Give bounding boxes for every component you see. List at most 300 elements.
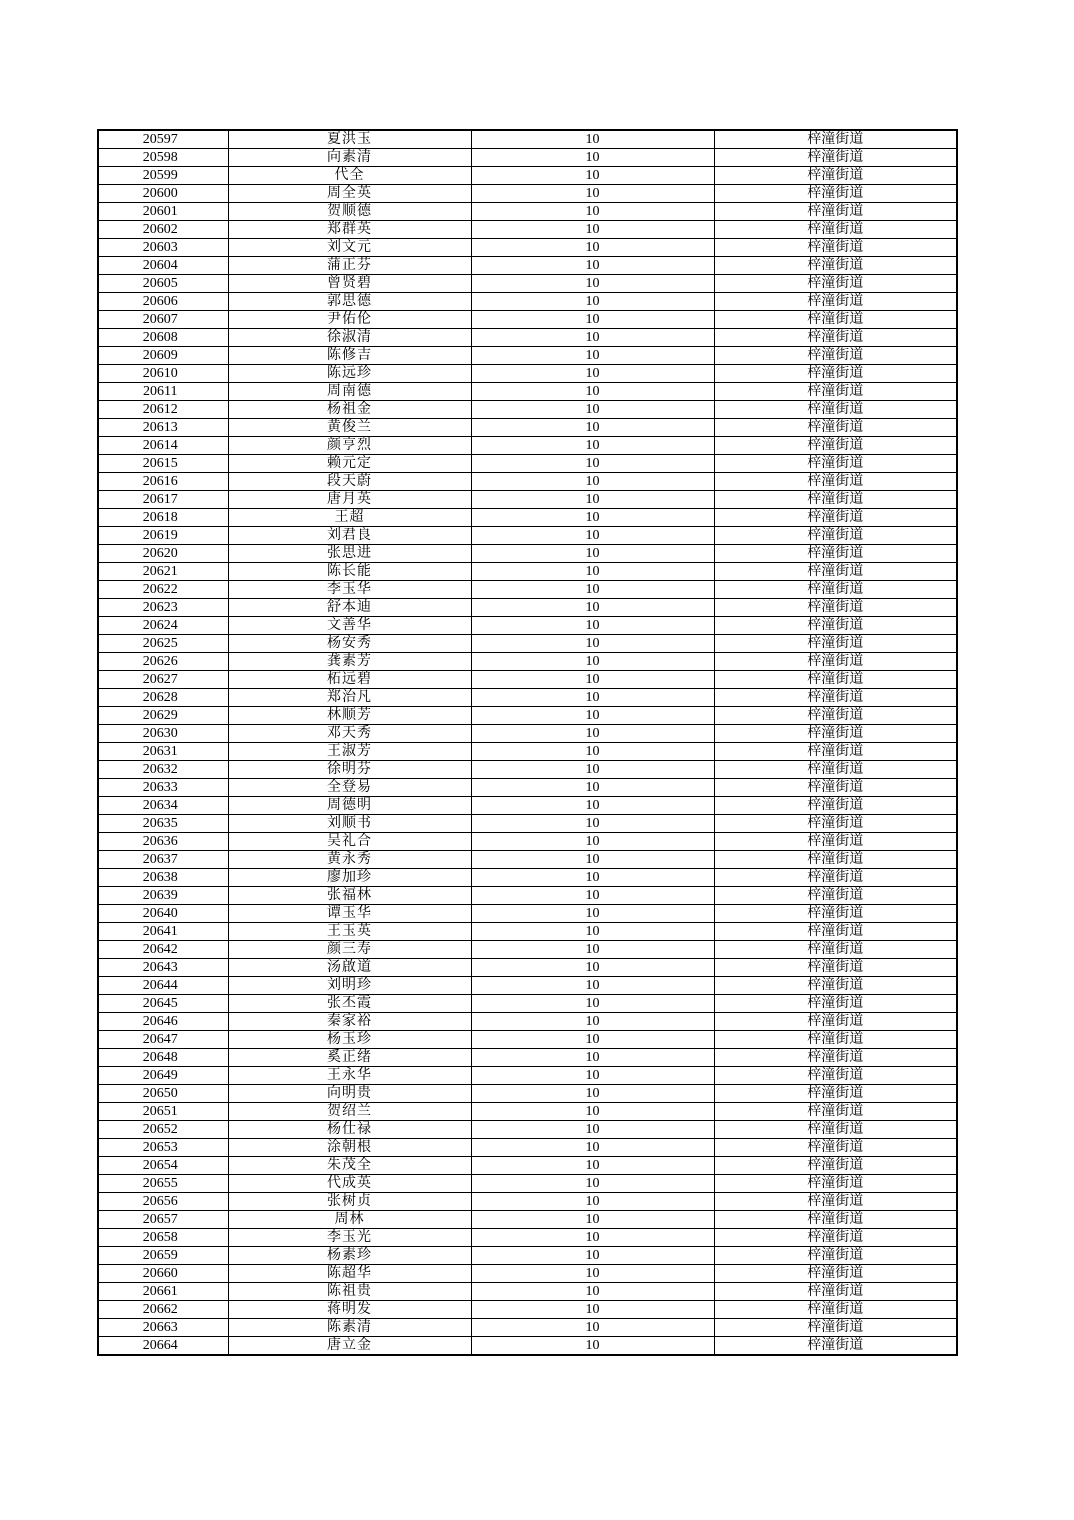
amount-cell: 10 [471,1013,714,1031]
id-cell: 20622 [98,581,228,599]
table-row [98,1247,957,1265]
name-cell: 李玉光 [228,1229,471,1247]
table-row [98,1193,957,1211]
amount-cell: 10 [471,977,714,995]
table-row [98,599,957,617]
amount-cell: 10 [471,239,714,257]
amount-cell: 10 [471,689,714,707]
table-row [98,527,957,545]
table-row [98,887,957,905]
name-cell: 邓天秀 [228,725,471,743]
id-cell: 20656 [98,1193,228,1211]
amount-cell: 10 [471,221,714,239]
area-cell: 梓潼街道 [714,833,957,851]
area-cell: 梓潼街道 [714,671,957,689]
table-row [98,185,957,203]
name-cell: 文善华 [228,617,471,635]
id-cell: 20647 [98,1031,228,1049]
table-row [98,815,957,833]
id-cell: 20624 [98,617,228,635]
id-cell: 20657 [98,1211,228,1229]
name-cell: 李玉华 [228,581,471,599]
id-cell: 20609 [98,347,228,365]
amount-cell: 10 [471,491,714,509]
area-cell: 梓潼街道 [714,977,957,995]
area-cell: 梓潼街道 [714,1193,957,1211]
table-row [98,455,957,473]
name-cell: 黄永秀 [228,851,471,869]
name-cell: 杨安秀 [228,635,471,653]
area-cell: 梓潼街道 [714,617,957,635]
area-cell: 梓潼街道 [714,383,957,401]
table-row [98,743,957,761]
amount-cell: 10 [471,1319,714,1337]
table-row [98,941,957,959]
table-body [98,130,957,1355]
area-cell: 梓潼街道 [714,959,957,977]
id-cell: 20607 [98,311,228,329]
id-cell: 20611 [98,383,228,401]
id-cell: 20653 [98,1139,228,1157]
area-cell: 梓潼街道 [714,923,957,941]
amount-cell: 10 [471,941,714,959]
name-cell: 徐明芬 [228,761,471,779]
table-row [98,761,957,779]
area-cell: 梓潼街道 [714,599,957,617]
table-row [98,725,957,743]
id-cell: 20639 [98,887,228,905]
name-cell: 王淑芳 [228,743,471,761]
amount-cell: 10 [471,347,714,365]
amount-cell: 10 [471,653,714,671]
name-cell: 贺顺德 [228,203,471,221]
name-cell: 刘明珍 [228,977,471,995]
id-cell: 20614 [98,437,228,455]
id-cell: 20643 [98,959,228,977]
id-cell: 20633 [98,779,228,797]
amount-cell: 10 [471,671,714,689]
area-cell: 梓潼街道 [714,149,957,167]
name-cell: 颜三寿 [228,941,471,959]
name-cell: 黄俊兰 [228,419,471,437]
amount-cell: 10 [471,797,714,815]
area-cell: 梓潼街道 [714,365,957,383]
amount-cell: 10 [471,401,714,419]
amount-cell: 10 [471,779,714,797]
name-cell: 向明贵 [228,1085,471,1103]
table-row [98,653,957,671]
table-row [98,581,957,599]
id-cell: 20610 [98,365,228,383]
id-cell: 20638 [98,869,228,887]
amount-cell: 10 [471,869,714,887]
id-cell: 20636 [98,833,228,851]
id-cell: 20605 [98,275,228,293]
amount-cell: 10 [471,1031,714,1049]
name-cell: 奚正绪 [228,1049,471,1067]
area-cell: 梓潼街道 [714,743,957,761]
table-row [98,923,957,941]
area-cell: 梓潼街道 [714,347,957,365]
area-cell: 梓潼街道 [714,1301,957,1319]
table-row [98,509,957,527]
name-cell: 陈祖贵 [228,1283,471,1301]
table-row [98,1139,957,1157]
name-cell: 刘文元 [228,239,471,257]
table-row [98,365,957,383]
amount-cell: 10 [471,725,714,743]
id-cell: 20632 [98,761,228,779]
area-cell: 梓潼街道 [714,1049,957,1067]
area-cell: 梓潼街道 [714,779,957,797]
table-row [98,851,957,869]
area-cell: 梓潼街道 [714,130,957,149]
amount-cell: 10 [471,203,714,221]
table-row [98,275,957,293]
name-cell: 夏洪玉 [228,130,471,149]
amount-cell: 10 [471,1085,714,1103]
amount-cell: 10 [471,761,714,779]
area-cell: 梓潼街道 [714,995,957,1013]
table-row [98,617,957,635]
area-cell: 梓潼街道 [714,653,957,671]
id-cell: 20655 [98,1175,228,1193]
area-cell: 梓潼街道 [714,851,957,869]
name-cell: 陈素清 [228,1319,471,1337]
id-cell: 20651 [98,1103,228,1121]
id-cell: 20644 [98,977,228,995]
id-cell: 20597 [98,130,228,149]
amount-cell: 10 [471,887,714,905]
table-row [98,347,957,365]
table-row [98,167,957,185]
id-cell: 20617 [98,491,228,509]
name-cell: 廖加珍 [228,869,471,887]
amount-cell: 10 [471,545,714,563]
area-cell: 梓潼街道 [714,1157,957,1175]
table-row [98,1319,957,1337]
id-cell: 20626 [98,653,228,671]
area-cell: 梓潼街道 [714,941,957,959]
table-row [98,437,957,455]
name-cell: 刘君良 [228,527,471,545]
id-cell: 20603 [98,239,228,257]
amount-cell: 10 [471,1121,714,1139]
area-cell: 梓潼街道 [714,1283,957,1301]
name-cell: 周全英 [228,185,471,203]
area-cell: 梓潼街道 [714,905,957,923]
table-row [98,1229,957,1247]
table-row [98,995,957,1013]
area-cell: 梓潼街道 [714,815,957,833]
data-table [97,129,958,1356]
amount-cell: 10 [471,293,714,311]
name-cell: 张思进 [228,545,471,563]
amount-cell: 10 [471,959,714,977]
area-cell: 梓潼街道 [714,1337,957,1356]
id-cell: 20613 [98,419,228,437]
amount-cell: 10 [471,365,714,383]
table-row [98,329,957,347]
table-row [98,1175,957,1193]
name-cell: 郑群英 [228,221,471,239]
amount-cell: 10 [471,1229,714,1247]
amount-cell: 10 [471,257,714,275]
table-row [98,401,957,419]
area-cell: 梓潼街道 [714,1211,957,1229]
area-cell: 梓潼街道 [714,887,957,905]
area-cell: 梓潼街道 [714,1247,957,1265]
area-cell: 梓潼街道 [714,185,957,203]
id-cell: 20619 [98,527,228,545]
area-cell: 梓潼街道 [714,725,957,743]
id-cell: 20664 [98,1337,228,1356]
name-cell: 龚素芳 [228,653,471,671]
amount-cell: 10 [471,1265,714,1283]
id-cell: 20631 [98,743,228,761]
area-cell: 梓潼街道 [714,203,957,221]
table-row [98,905,957,923]
amount-cell: 10 [471,167,714,185]
name-cell: 杨仕禄 [228,1121,471,1139]
area-cell: 梓潼街道 [714,239,957,257]
id-cell: 20663 [98,1319,228,1337]
amount-cell: 10 [471,185,714,203]
area-cell: 梓潼街道 [714,329,957,347]
id-cell: 20646 [98,1013,228,1031]
name-cell: 谭玉华 [228,905,471,923]
id-cell: 20650 [98,1085,228,1103]
area-cell: 梓潼街道 [714,527,957,545]
amount-cell: 10 [471,1157,714,1175]
table-row [98,1265,957,1283]
table-row [98,1067,957,1085]
id-cell: 20627 [98,671,228,689]
id-cell: 20612 [98,401,228,419]
amount-cell: 10 [471,599,714,617]
id-cell: 20620 [98,545,228,563]
name-cell: 陈修吉 [228,347,471,365]
id-cell: 20637 [98,851,228,869]
table-row [98,833,957,851]
area-cell: 梓潼街道 [714,1013,957,1031]
table-row [98,1031,957,1049]
amount-cell: 10 [471,743,714,761]
amount-cell: 10 [471,130,714,149]
table-row [98,473,957,491]
table-row [98,1283,957,1301]
name-cell: 徐淑清 [228,329,471,347]
amount-cell: 10 [471,815,714,833]
amount-cell: 10 [471,923,714,941]
name-cell: 杨祖金 [228,401,471,419]
amount-cell: 10 [471,995,714,1013]
table-row [98,779,957,797]
name-cell: 蒋明发 [228,1301,471,1319]
amount-cell: 10 [471,1283,714,1301]
table-row [98,383,957,401]
area-cell: 梓潼街道 [714,689,957,707]
table-row [98,671,957,689]
amount-cell: 10 [471,1049,714,1067]
name-cell: 王永华 [228,1067,471,1085]
name-cell: 郑治凡 [228,689,471,707]
amount-cell: 10 [471,1211,714,1229]
amount-cell: 10 [471,1067,714,1085]
table-row [98,1013,957,1031]
id-cell: 20629 [98,707,228,725]
name-cell: 吴礼合 [228,833,471,851]
area-cell: 梓潼街道 [714,167,957,185]
area-cell: 梓潼街道 [714,581,957,599]
area-cell: 梓潼街道 [714,311,957,329]
area-cell: 梓潼街道 [714,1319,957,1337]
area-cell: 梓潼街道 [714,275,957,293]
area-cell: 梓潼街道 [714,401,957,419]
id-cell: 20635 [98,815,228,833]
amount-cell: 10 [471,275,714,293]
table-row [98,1157,957,1175]
id-cell: 20658 [98,1229,228,1247]
amount-cell: 10 [471,851,714,869]
name-cell: 周林 [228,1211,471,1229]
name-cell: 王玉英 [228,923,471,941]
table-row [98,130,957,149]
area-cell: 梓潼街道 [714,1031,957,1049]
area-cell: 梓潼街道 [714,761,957,779]
table-row [98,239,957,257]
table-row [98,257,957,275]
amount-cell: 10 [471,383,714,401]
name-cell: 唐月英 [228,491,471,509]
amount-cell: 10 [471,509,714,527]
name-cell: 张树贞 [228,1193,471,1211]
name-cell: 杨玉珍 [228,1031,471,1049]
table-row [98,1049,957,1067]
amount-cell: 10 [471,419,714,437]
table-row [98,1211,957,1229]
name-cell: 周德明 [228,797,471,815]
id-cell: 20659 [98,1247,228,1265]
table-row [98,1337,957,1356]
table-row [98,221,957,239]
name-cell: 林顺芳 [228,707,471,725]
amount-cell: 10 [471,905,714,923]
amount-cell: 10 [471,1247,714,1265]
amount-cell: 10 [471,1301,714,1319]
amount-cell: 10 [471,455,714,473]
area-cell: 梓潼街道 [714,869,957,887]
area-cell: 梓潼街道 [714,1121,957,1139]
area-cell: 梓潼街道 [714,473,957,491]
id-cell: 20623 [98,599,228,617]
id-cell: 20661 [98,1283,228,1301]
id-cell: 20606 [98,293,228,311]
name-cell: 代全 [228,167,471,185]
id-cell: 20662 [98,1301,228,1319]
area-cell: 梓潼街道 [714,1103,957,1121]
id-cell: 20641 [98,923,228,941]
amount-cell: 10 [471,437,714,455]
amount-cell: 10 [471,473,714,491]
id-cell: 20604 [98,257,228,275]
table-row [98,545,957,563]
id-cell: 20628 [98,689,228,707]
amount-cell: 10 [471,149,714,167]
name-cell: 全登易 [228,779,471,797]
name-cell: 朱茂全 [228,1157,471,1175]
table-row [98,959,957,977]
id-cell: 20649 [98,1067,228,1085]
name-cell: 汤啟道 [228,959,471,977]
name-cell: 张福林 [228,887,471,905]
amount-cell: 10 [471,527,714,545]
table-row [98,869,957,887]
table-row [98,689,957,707]
table-row [98,1121,957,1139]
name-cell: 刘顺书 [228,815,471,833]
name-cell: 唐立金 [228,1337,471,1356]
table-row [98,1301,957,1319]
area-cell: 梓潼街道 [714,293,957,311]
area-cell: 梓潼街道 [714,1265,957,1283]
amount-cell: 10 [471,329,714,347]
id-cell: 20640 [98,905,228,923]
table-row [98,797,957,815]
table-row [98,977,957,995]
table-row [98,311,957,329]
id-cell: 20660 [98,1265,228,1283]
area-cell: 梓潼街道 [714,257,957,275]
name-cell: 张丕霞 [228,995,471,1013]
area-cell: 梓潼街道 [714,545,957,563]
area-cell: 梓潼街道 [714,437,957,455]
area-cell: 梓潼街道 [714,221,957,239]
table-row [98,635,957,653]
name-cell: 代成英 [228,1175,471,1193]
amount-cell: 10 [471,1193,714,1211]
table-row [98,203,957,221]
amount-cell: 10 [471,617,714,635]
id-cell: 20618 [98,509,228,527]
name-cell: 曾贤碧 [228,275,471,293]
area-cell: 梓潼街道 [714,455,957,473]
table-row [98,293,957,311]
name-cell: 王超 [228,509,471,527]
table-row [98,1085,957,1103]
id-cell: 20634 [98,797,228,815]
name-cell: 陈长能 [228,563,471,581]
name-cell: 涂朝根 [228,1139,471,1157]
area-cell: 梓潼街道 [714,509,957,527]
id-cell: 20630 [98,725,228,743]
name-cell: 舒本迪 [228,599,471,617]
table-row [98,707,957,725]
area-cell: 梓潼街道 [714,1085,957,1103]
id-cell: 20645 [98,995,228,1013]
id-cell: 20598 [98,149,228,167]
id-cell: 20648 [98,1049,228,1067]
id-cell: 20615 [98,455,228,473]
name-cell: 段天蔚 [228,473,471,491]
area-cell: 梓潼街道 [714,1067,957,1085]
id-cell: 20621 [98,563,228,581]
area-cell: 梓潼街道 [714,1139,957,1157]
area-cell: 梓潼街道 [714,491,957,509]
name-cell: 颜亨烈 [228,437,471,455]
id-cell: 20652 [98,1121,228,1139]
name-cell: 秦家裕 [228,1013,471,1031]
